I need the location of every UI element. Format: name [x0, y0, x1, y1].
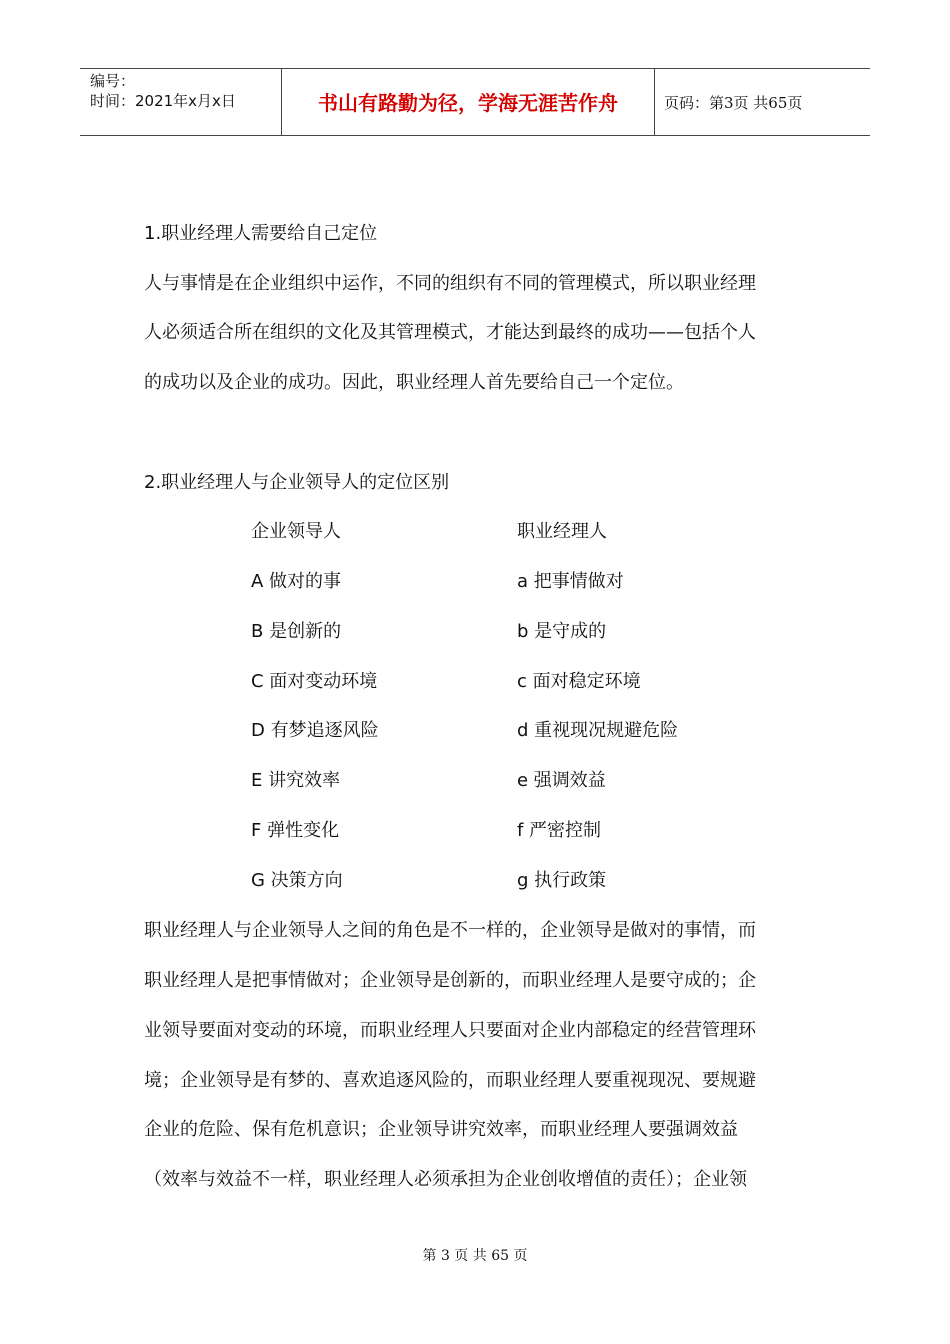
section1-line: 人与事情是在企业组织中运作，不同的组织有不同的管理模式，所以职业经理	[144, 273, 756, 294]
header-page-info: 页码：第3页 共65页	[664, 94, 803, 112]
comparison-right-header: 职业经理人	[517, 521, 607, 542]
section1-heading: 1.职业经理人需要给自己定位	[144, 223, 378, 244]
header-divider-right	[654, 68, 655, 136]
header-bottom-rule	[80, 135, 870, 136]
comparison-right-item: g 执行政策	[517, 870, 607, 891]
comparison-right-item: f 严密控制	[517, 820, 602, 841]
comparison-left-item: D 有梦追逐风险	[251, 720, 379, 741]
section2-line: 企业的危险、保有危机意识；企业领导讲究效率，而职业经理人要强调效益	[144, 1119, 738, 1140]
comparison-left-item: C 面对变动环境	[251, 671, 378, 692]
document-time-label: 时间：2021年x月x日	[90, 92, 236, 110]
comparison-right-item: c 面对稳定环境	[517, 671, 641, 692]
page-footer: 第 3 页 共 65 页	[422, 1248, 528, 1264]
comparison-right-item: d 重视现况规避危险	[517, 720, 679, 741]
section2-line: 职业经理人与企业领导人之间的角色是不一样的，企业领导是做对的事情，而	[144, 920, 756, 941]
header-top-rule	[80, 68, 870, 69]
section2-heading: 2.职业经理人与企业领导人的定位区别	[144, 472, 450, 493]
comparison-left-header: 企业领导人	[251, 521, 341, 542]
section2-line: 业领导要面对变动的环境，而职业经理人只要面对企业内部稳定的经营管理环	[144, 1020, 756, 1041]
section2-line: 境；企业领导是有梦的、喜欢追逐风险的，而职业经理人要重视现况、要规避	[144, 1070, 756, 1091]
section2-line: 职业经理人是把事情做对；企业领导是创新的，而职业经理人是要守成的；企	[144, 970, 756, 991]
comparison-left-item: F 弹性变化	[251, 820, 340, 841]
comparison-right-item: a 把事情做对	[517, 571, 624, 592]
section1-line: 人必须适合所在组织的文化及其管理模式，才能达到最终的成功——包括个人	[144, 322, 756, 343]
section2-line: （效率与效益不一样，职业经理人必须承担为企业创收增值的责任）；企业领	[144, 1169, 747, 1190]
comparison-left-item: G 决策方向	[251, 870, 343, 891]
comparison-left-item: E 讲究效率	[251, 770, 341, 791]
section1-line: 的成功以及企业的成功。因此，职业经理人首先要给自己一个定位。	[144, 372, 684, 393]
header-motto: 书山有路勤为径，学海无涯苦作舟	[318, 91, 618, 115]
document-number-label: 编号：	[90, 72, 136, 90]
comparison-left-item: B 是创新的	[251, 621, 342, 642]
comparison-left-item: A 做对的事	[251, 571, 342, 592]
comparison-right-item: b 是守成的	[517, 621, 607, 642]
comparison-right-item: e 强调效益	[517, 770, 606, 791]
